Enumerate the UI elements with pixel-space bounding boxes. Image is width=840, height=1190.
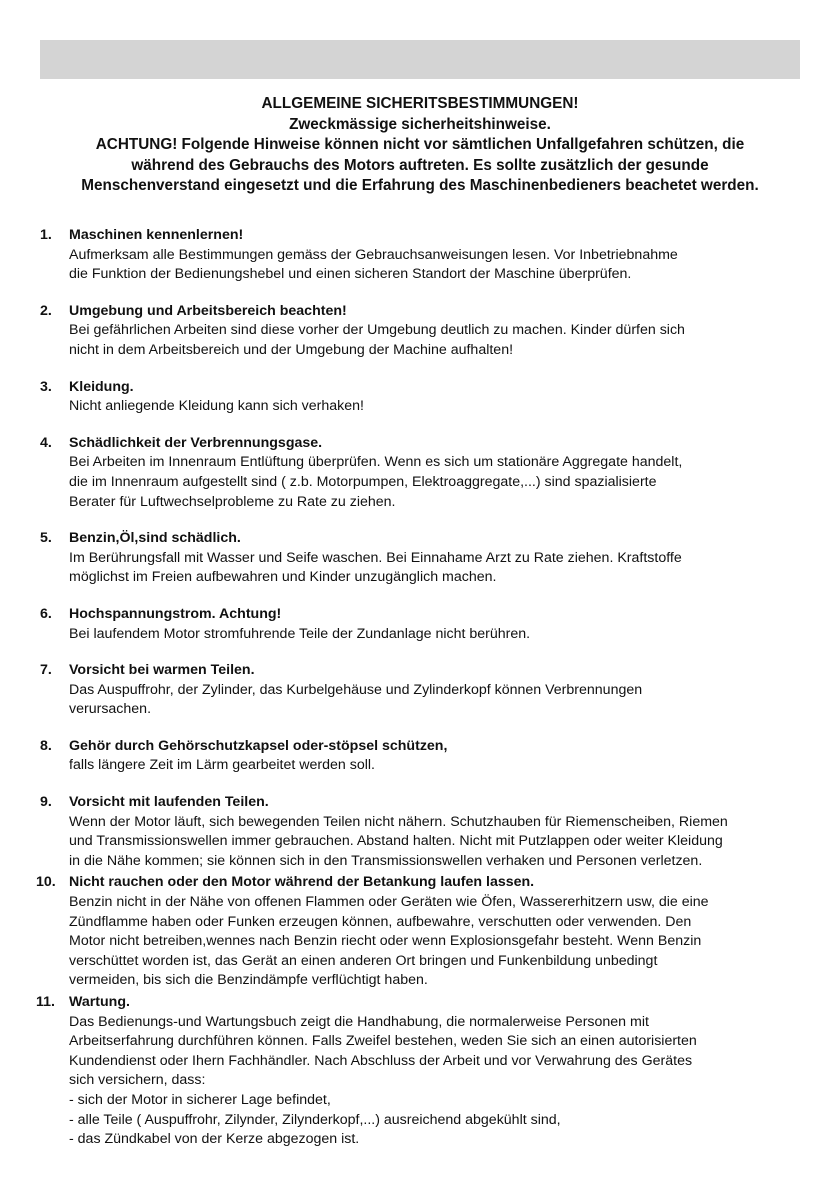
header-warning-line: während des Gebrauchs des Motors auftreten. Es sollte zusätzlich der gesunde <box>131 156 709 174</box>
safety-rule-item <box>40 434 780 512</box>
safety-rule-item <box>40 737 780 776</box>
rule-text-line: sich versichern, dass: <box>69 1072 206 1089</box>
header-warning-line: ACHTUNG! Folgende Hinweise können nicht vor sämtlichen Unfallgefahren schützen, die <box>95 136 745 153</box>
rule-text-line: falls längere Zeit im Lärm gearbeitet werden soll. <box>69 757 375 774</box>
rule-text-line: Das Bedienungs-und Wartungsbuch zeigt die Handhabung, die normalerweise Personen mit <box>69 1013 649 1030</box>
rule-title: Gehör durch Gehörschutzkapsel oder-stöpsel schützen, <box>69 737 448 754</box>
rule-text-line: nicht in dem Arbeitsbereich und der Umgebung der Machine aufhalten! <box>69 341 514 358</box>
rule-text-line: vermeiden, bis sich die Benzindämpfe verflüchtigt haben. <box>69 972 428 989</box>
rule-text-line: - das Zündkabel von der Kerze abgezogen ist. <box>69 1131 360 1148</box>
safety-rule-item <box>40 661 780 720</box>
safety-rule-item <box>40 378 780 417</box>
rule-title: Vorsicht bei warmen Teilen. <box>69 662 255 679</box>
rule-text-line: Kundendienst oder Ihern Fachhändler. Nach Abschluss der Arbeit und vor Verwahrung des Gerätes <box>69 1052 693 1069</box>
rule-title: Nicht rauchen oder den Motor während der Betankung laufen lassen. <box>69 874 535 891</box>
safety-rules-list <box>36 226 780 1150</box>
rule-text-line: Benzin nicht in der Nähe von offenen Flammen oder Geräten wie Öfen, Wassererhitzern usw, die eine <box>69 894 709 911</box>
rule-number: 9. <box>40 794 52 811</box>
safety-rule-item <box>40 226 780 285</box>
rule-text-line: in die Nähe kommen; sie können sich in den Transmissionswellen verhaken und Personen verletzen. <box>69 852 703 869</box>
rule-text-line: und Transmissionswellen immer gebrauchen. Abstand halten. Nicht mit Putzlappen oder weiter Kleidung <box>69 833 723 850</box>
rule-number: 4. <box>40 434 52 451</box>
rule-text-line: Bei laufendem Motor stromfuhrende Teile der Zundanlage nicht berühren. <box>69 625 531 642</box>
safety-rule-item <box>40 302 780 361</box>
rule-number: 6. <box>40 605 52 622</box>
safety-rule-item <box>40 605 780 644</box>
rule-text-line: möglichst im Freien aufbewahren und Kinder unzugänglich machen. <box>69 569 497 586</box>
rule-text-line: Berater für Luftwechselprobleme zu Rate zu ziehen. <box>69 493 396 510</box>
rule-number: 11. <box>36 994 55 1010</box>
rule-text-line: die Funktion der Bedienungshebel und einen sicheren Standort der Maschine überprüfen. <box>69 266 632 283</box>
safety-rule-item <box>36 993 780 1150</box>
rule-text-line: - alle Teile ( Auspuffrohr, Zilynder, Zilynderkopf,...) ausreichend abgekühlt sind, <box>69 1111 561 1128</box>
rule-text-line: - sich der Motor in sicherer Lage befindet, <box>69 1091 331 1108</box>
header-band <box>40 40 800 79</box>
rule-text-line: Zündflamme haben oder Funken erzeugen können, aufbewahre, verschutten oder verwenden. Den <box>69 913 692 930</box>
rule-number: 10. <box>36 874 56 891</box>
rule-title: Benzin,Öl,sind schädlich. <box>69 530 241 547</box>
rule-text-line: Im Berührungsfall mit Wasser und Seife waschen. Bei Einnahame Arzt zu Rate ziehen. Kraftstoffe <box>69 549 682 566</box>
rule-title: Kleidung. <box>69 378 134 395</box>
rule-title: Umgebung und Arbeitsbereich beachten! <box>69 302 347 319</box>
header-subtitle: Zweckmässige sicherheitshinweise. <box>289 115 551 133</box>
rule-number: 7. <box>40 662 52 679</box>
rule-title: Wartung. <box>69 994 130 1010</box>
rule-text-line: Motor nicht betreiben,wennes nach Benzin riecht oder wenn Explosionsgefahr besteht. Wenn Benzin <box>69 933 702 950</box>
rule-number: 1. <box>40 227 52 243</box>
rule-text-line: verschüttet worden ist, das Gerät an einen anderen Ort bringen und Funkenbildung unbedingt <box>69 952 658 969</box>
rule-title: Schädlichkeit der Verbrennungsgase. <box>69 434 323 451</box>
safety-rule-item <box>36 873 780 991</box>
rule-text-line: Wenn der Motor läuft, sich bewegenden Teilen nicht nähern. Schutzhauben für Riemenscheiben, Riemen <box>69 813 728 830</box>
rule-number: 3. <box>40 378 52 395</box>
safety-rule-item <box>40 529 780 588</box>
rule-text-line: Das Auspuffrohr, der Zylinder, das Kurbelgehäuse und Zylinderkopf können Verbrennungen <box>69 681 643 698</box>
rule-text-line: Nicht anliegende Kleidung kann sich verhaken! <box>69 398 364 415</box>
safety-rule-item <box>40 793 780 871</box>
rule-title: Hochspannungstrom. Achtung! <box>69 605 282 622</box>
document-header <box>30 94 810 197</box>
rule-text-line: die im Innenraum aufgestellt sind ( z.b. Motorpumpen, Elektroaggregate,...) sind spazialisierte <box>69 473 657 490</box>
rule-text-line: Bei gefährlichen Arbeiten sind diese vorher der Umgebung deutlich zu machen. Kinder dürfen sich <box>69 322 685 339</box>
rule-title: Vorsicht mit laufenden Teilen. <box>69 794 269 811</box>
rule-number: 5. <box>40 530 52 547</box>
header-warning-line: Menschenverstand eingesetzt und die Erfahrung des Maschinenbedieners beachetet werden. <box>81 177 759 194</box>
rule-title: Maschinen kennenlernen! <box>69 227 244 243</box>
header-title: ALLGEMEINE SICHERITSBESTIMMUNGEN! <box>261 95 579 112</box>
rule-text-line: verursachen. <box>69 701 152 718</box>
rule-number: 2. <box>40 302 52 319</box>
rule-text-line: Aufmerksam alle Bestimmungen gemäss der Gebrauchsanweisungen lesen. Vor Inbetriebnahme <box>69 246 678 263</box>
rule-number: 8. <box>40 737 52 754</box>
rule-text-line: Arbeitserfahrung durchführen können. Falls Zweifel bestehen, weden Sie sich an einen autorisierten <box>69 1033 697 1050</box>
rule-text-line: Bei Arbeiten im Innenraum Entlüftung überprüfen. Wenn es sich um stationäre Aggregate handelt, <box>69 454 683 471</box>
